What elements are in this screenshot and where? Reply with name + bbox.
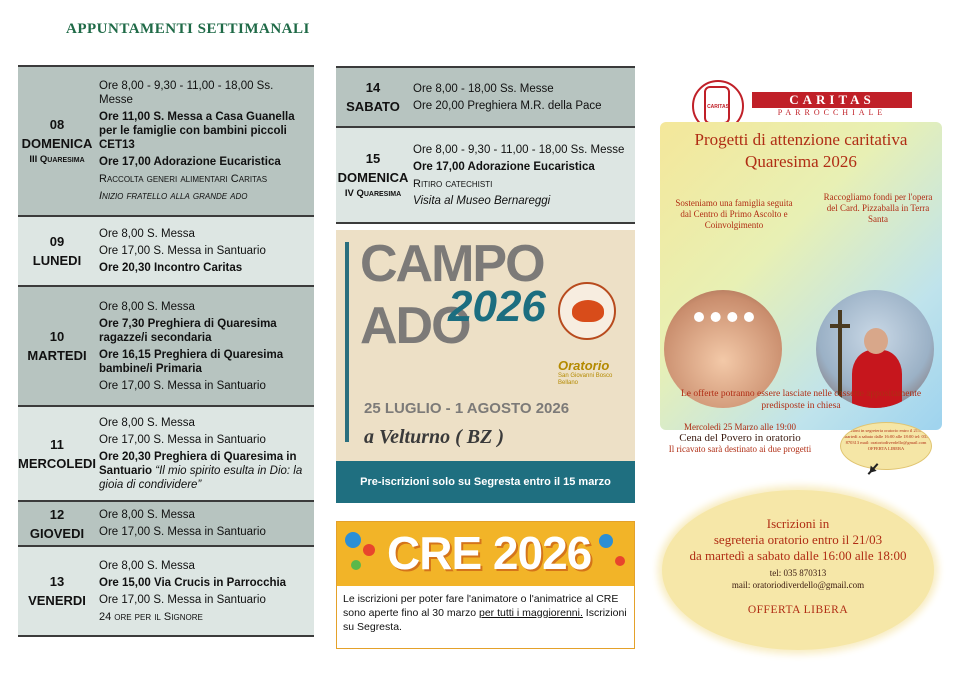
event-line [99,593,310,607]
day-number: 13 [49,574,65,589]
day-number: 12 [49,506,65,522]
event-line [413,194,631,208]
cre-flyer [336,521,635,649]
schedule-row [18,216,314,286]
event-text: Ore 17,00 S. Messa in Santuario [99,526,266,538]
day-name: SABATO [346,99,400,114]
event-text: Ore 8,00 S. Messa [99,559,195,572]
events-cell [96,546,314,636]
page-title: APPUNTAMENTI SETTIMANALI [66,21,310,37]
event-line [99,576,310,590]
schedule-row [336,67,635,127]
day-number: 15 [365,151,381,166]
caritas-band: CARITAS [752,92,912,108]
events-cell [96,501,314,546]
schedule-row [336,127,635,223]
dove-icon [572,300,604,322]
event-text: Ore 15,00 Via Crucis in Parrocchia [99,576,287,589]
registration-email[interactable]: mail: oratoriodiverdello@gmail.com [731,580,865,590]
day-number: 08 [49,117,65,132]
day-cell [18,546,96,636]
events-cell [96,216,314,286]
event-line [413,143,631,157]
event-text: Ore 17,00 S. Messa in Santuario [99,593,266,606]
events-cell [410,127,635,223]
day-cell [18,216,96,286]
red-dot-icon [363,544,375,556]
campo-year: 2026 [448,282,546,331]
event-text: 24 ore per il Signore [99,610,203,623]
campo-ado-flyer [336,230,635,503]
event-text: Ore 8,00 S. Messa [99,300,195,313]
caritas-logo-caption: CARITAS [707,104,729,110]
event-text: Ore 20,30 Incontro Caritas [99,262,243,274]
schedule-row [18,66,314,216]
liturgical-week: III Quaresima [29,154,85,165]
cross-bar-icon [830,324,850,328]
event-text: Ore 8,00 - 18,00 Ss. Messe [413,82,554,95]
event-line [99,433,310,447]
event-text: Ore 17,00 S. Messa in Santuario [99,379,266,392]
event-text: Ore 8,00 S. Messa [99,416,195,429]
caritas-subtitle: PARROCCHIALE [777,108,887,117]
event-text: Ore 20,00 Preghiera M.R. della Pace [413,99,602,112]
event-text: Ore 16,15 Preghiera di Quaresima bambine/i Primaria [99,348,284,375]
event-line [413,177,631,191]
day-name: VENERDI [28,593,86,608]
project-terra-santa-text: Raccogliamo fondi per l'opera del Card. Pizzaballa in Terra Santa [823,192,933,224]
event-line [99,525,310,539]
event-line [99,379,310,393]
liturgical-week: IV Quaresima [344,188,402,199]
oratorio-logo-sub: San Giovanni Bosco Bellano [558,373,613,386]
event-text: Visita al Museo Bernareggi [413,194,551,207]
small-info-oval: Iscrizioni in segreteria oratorio entro il 21/03 da martedì a sabato dalle 16:00 alle 18:00 tel: 035 870313 mail: oratoriodiverdello@gmail.com OFFERTA LIBERA [840,422,932,470]
day-number: 09 [49,234,65,249]
offerta-libera: OFFERTA LIBERA [747,604,849,616]
projects-panel [660,122,942,430]
schedule-row [18,406,314,501]
day-name: DOMENICA [21,136,93,151]
cre-text-main: Le iscrizioni per poter fare l'animatore o l'animatrice al CRE sono aperte fino al 30 marzo [343,593,619,619]
projects-title: Progetti di attenzione caritativa [694,130,908,149]
day-name: LUNEDI [32,253,82,268]
cena-date: Mercoledì 25 Marzo alle 19:00 [684,422,796,432]
event-line [99,189,310,203]
event-text: Ore 11,00 S. Messa a Casa Guanella per le famiglie con bambini piccoli CET13 [99,111,295,151]
cena-name: Cena del Povero in oratorio [679,432,801,444]
cre-text-end: Iscrizioni su Segresta. [343,607,627,633]
event-text: Ritiro catechisti [413,177,493,190]
event-line [413,99,631,113]
event-line [99,79,310,107]
event-text: Ore 20,30 Preghiera di Quaresima in Santuario [99,450,297,477]
green-dot-icon [351,560,361,570]
event-text: Ore 8,00 S. Messa [99,228,195,240]
campo-dates: 25 LUGLIO - 1 AGOSTO 2026 [364,400,570,417]
weekend-schedule-table [336,66,635,224]
offerings-note: Le offerte potranno essere lasciate nelle cassette appositamente predisposte in chiesa [680,389,922,411]
event-line [99,244,310,258]
face-icon [864,328,888,354]
day-cell [336,127,410,223]
campo-title-line1: CAMPO [360,235,544,293]
events-cell [96,286,314,406]
event-text: Raccolta generi alimentari Caritas [99,173,268,185]
registration-line2: segreteria oratorio entro il 21/03 [713,532,883,547]
oratorio-dove-logo-icon [558,282,616,340]
event-line [99,610,310,624]
event-line [99,227,310,241]
cre-text-underline: per tutti i maggiorenni. [479,607,583,619]
event-line [413,82,631,96]
blue-dot-icon [345,532,361,548]
event-text: Inizio fratello alla grande ado [99,190,248,202]
schedule-row [18,546,314,636]
day-name: MERCOLEDI [18,455,96,471]
event-text: Ore 17,00 S. Messa in Santuario [99,245,266,257]
event-line [99,450,310,492]
registration-phone[interactable]: tel: 035 870313 [769,568,827,578]
project-family-text: Sosteniamo una famiglia seguita dal Centro di Primo Ascolto e Coinvolgimento [675,198,793,230]
red-dot-icon [615,556,625,566]
event-text: Ore 17,00 Adorazione Eucaristica [99,156,281,168]
cre-title: CRE 2026 [387,527,592,579]
event-line [99,110,310,152]
schedule-row [18,501,314,546]
oratorio-logo [558,358,622,398]
day-cell [18,66,96,216]
events-cell [96,66,314,216]
event-quote: “Il mio spirito esulta in Dio: la gioia di condividere” [99,464,303,491]
oratorio-logo-text: Oratorio [558,358,610,373]
day-name: DOMENICA [337,170,409,185]
blue-dot-icon [599,534,613,548]
event-line [99,348,310,376]
day-cell [18,501,96,546]
campo-footer: Pre-iscrizioni solo su Segresta entro il 15 marzo [336,461,635,503]
day-number: 14 [365,80,381,95]
event-line [99,172,310,186]
projects-subtitle: Quaresima 2026 [745,152,857,171]
day-number: 10 [49,329,65,344]
event-text: Ore 8,00 S. Messa [99,509,195,521]
event-text: Ore 17,00 S. Messa in Santuario [99,433,266,446]
event-line [99,416,310,430]
day-cell [18,406,96,501]
event-text: Ore 8,00 - 9,30 - 11,00 - 18,00 Ss. Messe [413,143,625,156]
accent-bar [345,242,349,442]
caritas-flyer [652,70,952,670]
cre-text [343,592,633,634]
cre-banner [337,522,635,586]
paper-people-icon [694,312,754,348]
event-text: Ore 17,00 Adorazione Eucaristica [413,160,595,173]
campo-place: a Velturno ( BZ ) [364,426,505,448]
day-cell [336,67,410,127]
events-cell [410,67,635,127]
cena-del-povero [660,422,820,454]
event-line [99,155,310,169]
cena-note: Il ricavato sarà destinato ai due progetti [668,444,812,454]
event-text: Ore 8,00 - 9,30 - 11,00 - 18,00 Ss. Messe [99,80,274,106]
schedule-row [18,286,314,406]
day-name: MARTEDI [27,348,87,363]
weekly-schedule-table [18,65,314,637]
registration-oval [662,490,934,650]
event-line [99,317,310,345]
day-cell [18,286,96,406]
registration-line1: Iscrizioni in [766,516,830,531]
event-line [99,300,310,314]
event-line [99,261,310,275]
event-text: Ore 7,30 Preghiera di Quaresima ragazze/i secondaria [99,317,277,344]
registration-line3: da martedì a sabato dalle 16:00 alle 18:00 [689,548,907,563]
event-line [99,508,310,522]
campo-title-line2: ADO [360,297,470,355]
events-cell [96,406,314,501]
day-name: GIOVEDI [29,525,85,541]
day-number: 11 [50,436,64,452]
event-line [413,160,631,174]
event-line [99,559,310,573]
